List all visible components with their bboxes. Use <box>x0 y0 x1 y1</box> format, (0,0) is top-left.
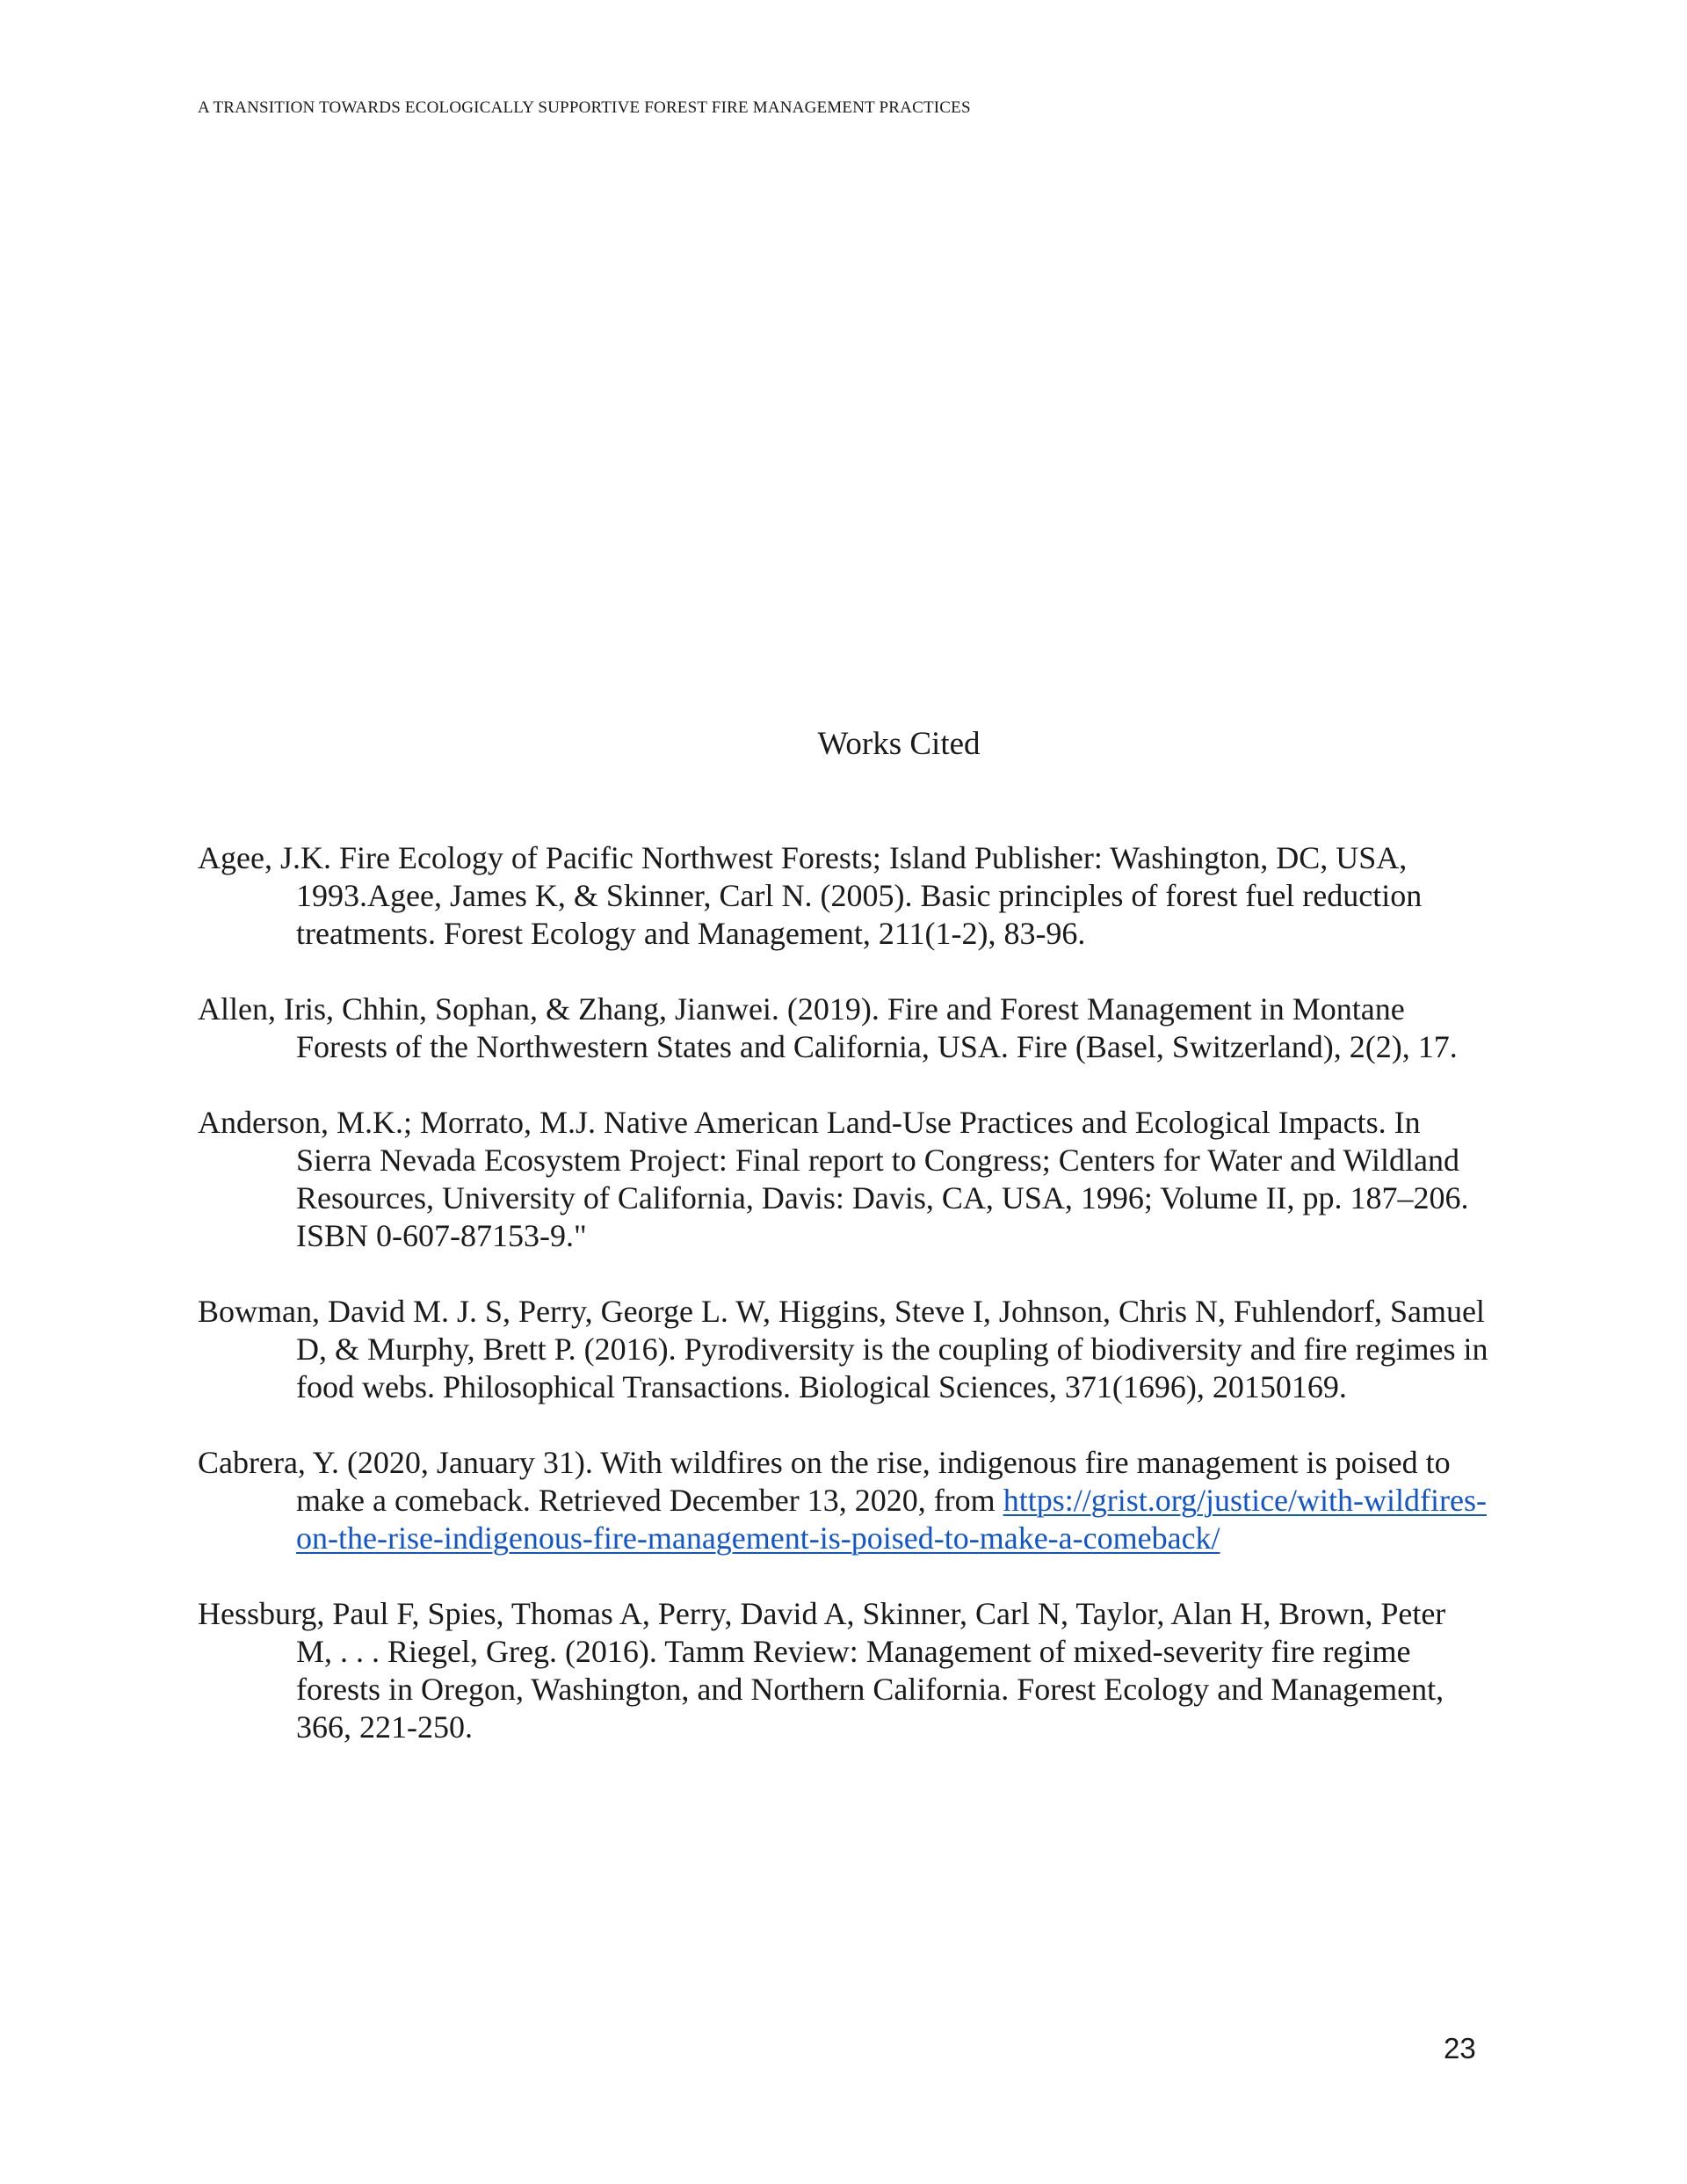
running-head: A TRANSITION TOWARDS ECOLOGICALLY SUPPORTIVE FOREST FIRE MANAGEMENT PRACTICES <box>198 98 971 117</box>
reference-anderson <box>198 1104 1489 1255</box>
page-number: 23 <box>1444 2032 1476 2064</box>
reference-list <box>198 839 1489 1784</box>
reference-hessburg <box>198 1595 1489 1746</box>
page-title: Works Cited <box>817 726 981 762</box>
reference-allen <box>198 990 1489 1066</box>
reference-agee <box>198 839 1489 953</box>
reference-text: Anderson, M.K.; Morrato, M.J. Native American Land-Use Practices and Ecological Impacts. In Sierra Nevada Ecosystem Project: Final report to Congress; Centers for Water and Wildland Resources, University of California, Davis: Davis, CA, USA, 1996; Volume II, pp. 187–206. ISBN 0-607-87153-9." <box>198 1105 1469 1253</box>
reference-text: Cabrera, Y. (2020, January 31). With wildfires on the rise, indigenous fire management is poised to make a comeback. Retrieved December 13, 2020, from <box>198 1445 1451 1518</box>
reference-text: Agee, J.K. Fire Ecology of Pacific Northwest Forests; Island Publisher: Washington, DC, USA, 1993.Agee, James K, & Skinner, Carl N. (2005). Basic principles of forest fuel reduction treatments. Forest Ecology and Management, 211(1-2), 83-96. <box>198 840 1423 951</box>
reference-cabrera <box>198 1444 1489 1557</box>
reference-bowman <box>198 1293 1489 1406</box>
reference-text: Bowman, David M. J. S, Perry, George L. W, Higgins, Steve I, Johnson, Chris N, Fuhlendorf, Samuel D, & Murphy, Brett P. (2016). Pyrodiversity is the coupling of biodiversity and fire regimes in food webs. Philosophical Transactions. Biological Sciences, 371(1696), 20150169. <box>198 1294 1488 1404</box>
reference-text: Hessburg, Paul F, Spies, Thomas A, Perry, David A, Skinner, Carl N, Taylor, Alan H, Brown, Peter M, . . . Riegel, Greg. (2016). Tamm Review: Management of mixed-severity fire regime forests in Oregon, Washington, and Northern California. Forest Ecology and Management, 366, 221-250. <box>198 1596 1446 1745</box>
grist-article-link[interactable]: https://grist.org/justice/with-wildfires-on-the-rise-indigenous-fire-management-is-poised-to-make-a-comeback/ <box>296 1483 1487 1556</box>
reference-text: Allen, Iris, Chhin, Sophan, & Zhang, Jianwei. (2019). Fire and Forest Management in Montane Forests of the Northwestern States and California, USA. Fire (Basel, Switzerland), 2(2), 17. <box>198 991 1458 1064</box>
